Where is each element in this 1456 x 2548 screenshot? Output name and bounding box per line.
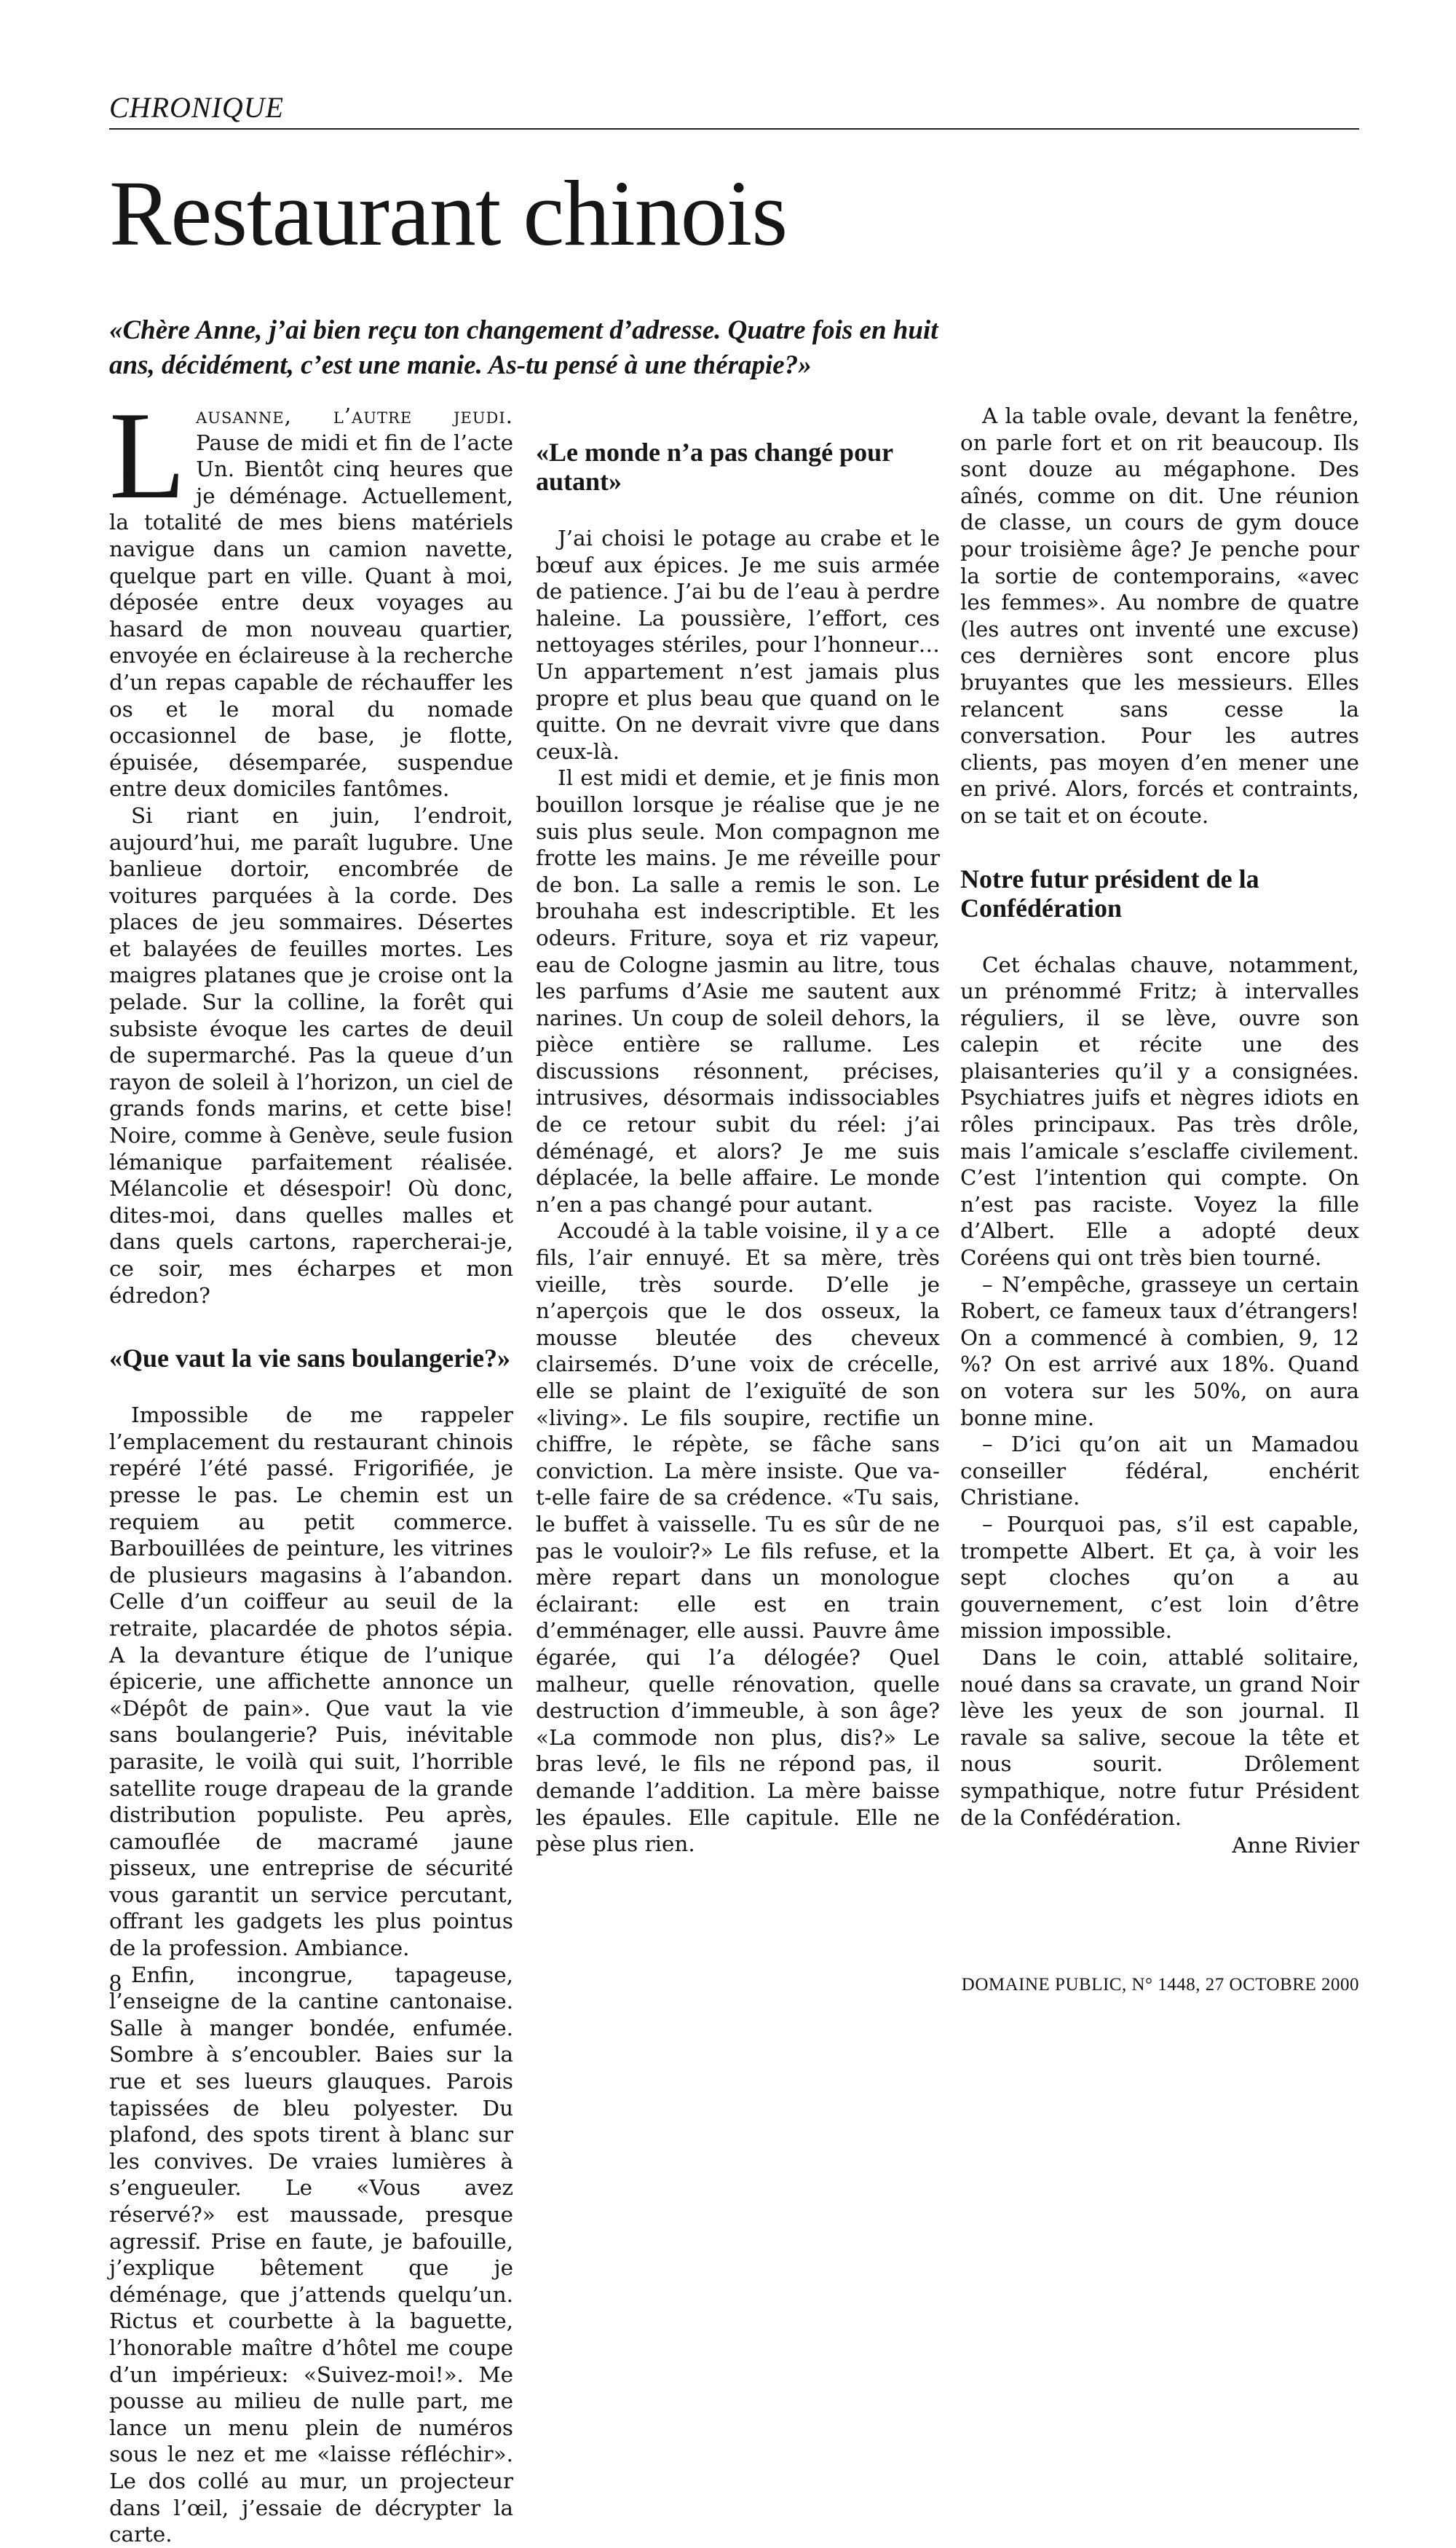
subheading-2: «Le monde n’a pas changé pour autant» <box>536 438 893 496</box>
author-signature: Anne Rivier <box>1232 1833 1359 1858</box>
article-standfirst <box>109 313 1165 383</box>
paragraph-4: Enfin, incongrue, tapageuse, l’enseigne de la cantine cantonaise. Salle à manger bondée, enfumée. Sombre à s’encoubler. Baies sur la rue et ses lueurs glauques. Parois tapissées de bleu polyester. Du plafond, des spots tirent à blanc sur les convives. De vraies lumières à s’engueuler. Le «Vous avez réservé?» est maussade, presque agressif. Prise en faute, je bafouille, j’explique bêtement que je déménage, que j’attends quelqu’un. Rictus et courbette à la baguette, l’honorable maître d’hôtel me coupe d’un impérieux: «Suivez-moi!». Me pousse au milieu de nulle part, me lance un menu plein de numéros sous le nez et me «laisse réfléchir». Le dos collé au mur, un projecteur dans l’œil, j’essaie de décrypter la carte. <box>109 1962 513 2547</box>
paragraph-1 <box>109 387 513 802</box>
article-column-2 <box>536 403 940 1858</box>
article-title: Restaurant chinois <box>109 162 788 265</box>
standfirst-line-1: «Chère Anne, j’ai bien reçu ton changement d’adresse. Quatre fois en huit <box>109 315 938 345</box>
subheading-3: Notre futur président de la Confédération <box>960 864 1259 923</box>
footer-publication: DOMAINE PUBLIC, N° 1448, 27 OCTOBRE 2000 <box>961 1975 1359 1995</box>
paragraph-8: A la table ovale, devant la fenêtre, on parle fort et on rit beaucoup. Ils sont douze au mégaphone. Des aînés, comme on dit. Une réunion de classe, un cours de gym douce pour troisième âge? Je penche pour la sortie de contemporains, «avec les femmes». Au nombre de quatre (les autres ont inventé une excuse) ces dernières sont encore plus bruyantes que les messieurs. Elles relancent sans cesse la conversation. Pour les autres clients, pas moyen d’en mener une en privé. Alors, forcés et contraints, on se tait et on écoute. <box>960 403 1359 828</box>
paragraph-11: – D’ici qu’on ait un Mamadou conseiller fédéral, enchérit Christiane. <box>960 1432 1359 1510</box>
paragraph-7: Accoudé à la table voisine, il y a ce fils, l’air ennuyé. Et sa mère, très vieille, très sourde. D’elle je n’aperçois que le dos osseux, la mousse bleutée des cheveux clairsemés. D’une voix de crécelle, elle se plaint de l’exiguïté de son «living». Le fils soupire, rectifie un chiffre, le répète, se fâche sans conviction. La mère insiste. Que va-t-elle faire de sa crédence. «Tu sais, le buffet à vaisselle. Tu es sûr de ne pas le vouloir?» Le fils refuse, et la mère repart dans un monologue éclairant: elle est en train d’emménager, elle aussi. Pauvre âme égarée, qui l’a délogée? Quel malheur, quelle rénovation, quelle destruction d’immeuble, à son âge? «La commode non plus, dis?» Le bras levé, le fils ne répond pas, il demande l’addition. La mère baisse les épaules. Elle capitule. Elle ne pèse plus rien. <box>536 1218 940 1857</box>
page-number: 8 <box>109 1970 122 1997</box>
standfirst-line-2: ans, décidément, c’est une manie. As-tu pensé à une thérapie?» <box>109 350 812 380</box>
section-rubric: CHRONIQUE <box>109 89 1359 130</box>
drop-cap: L <box>109 387 186 525</box>
paragraph-10: – N’empêche, grasseye un certain Robert, ce fameux taux d’étrangers! On a commencé à combien, 9, 12 %? On est arrivé aux 18%. Quand on votera sur les 50%, on aura bonne mine. <box>960 1271 1359 1430</box>
article-column-3 <box>960 403 1359 1859</box>
paragraph-6: Il est midi et demie, et je finis mon bouillon lorsque je réalise que je ne suis plus seule. Mon compagnon me frotte les mains. Je me réveille pour de bon. La salle a remis le son. Le brouhaha est indescriptible. Et les odeurs. Friture, soya et riz vapeur, eau de Cologne jasmin au litre, tous les parfums d’Asie me sautent aux narines. Un coup de soleil dehors, la pièce entière se rallume. Les discussions résonnent, précises, intrusives, désormais indissociables de ce retour subit du réel: j’ai déménagé, et alors? Je me suis déplacée, la belle affaire. Le monde n’en a pas changé pour autant. <box>536 765 940 1217</box>
article-column-1 <box>109 387 513 2548</box>
paragraph-2: Si riant en juin, l’endroit, aujourd’hui, me paraît lugubre. Une banlieue dortoir, encombrée de voitures parquées à la corde. Des places de jeu sommaires. Désertes et balayées de feuilles mortes. Les maigres platanes que je croise ont la pelade. Sur la colline, la forêt qui subsiste évoque les cartes de deuil de supermarché. Pas la queue d’un rayon de soleil à l’horizon, un ciel de grands fonds marins, et cette bise! Noire, comme à Genève, seule fusion lémanique parfaitement réalisée. Mélancolie et désespoir! Où donc, dites-moi, dans quelles malles et dans quels cartons, rapercherai-je, ce soir, mes écharpes et mon édredon? <box>109 802 513 1308</box>
subheading-1: «Que vaut la vie sans boulangerie?» <box>109 1344 511 1373</box>
paragraph-5: J’ai choisi le potage au crabe et le bœuf aux épices. Je me suis armée de patience. J’ai bu de l’eau à perdre haleine. La poussière, l’effort, ces nettoyages stériles, pour l’honneur… Un appartement n’est jamais plus propre et plus beau que quand on le quitte. On ne devrait vivre que dans ceux-là. <box>536 526 940 764</box>
dateline: ausanne, l’autre jeudi. <box>196 403 513 428</box>
paragraph-9: Cet échalas chauve, notamment, un prénommé Fritz; à intervalles réguliers, il se lève, ouvre son calepin et récite une des plaisanteries qu’il y a consignées. Psychiatres juifs et nègres idiots en rôles principaux. Pas très drôle, mais l’amicale s’esclaffe civilement. C’est l’intention qui compte. On n’est pas raciste. Voyez la fille d’Albert. Elle a adopté deux Coréens qui ont très bien tourné. <box>960 952 1359 1271</box>
paragraph-13: Dans le coin, attablé solitaire, noué dans sa cravate, un grand Noir lève les yeux de son journal. Il ravale sa salive, secoue la tête et nous sourit. Drôlement sympathique, notre futur Président de la Confédération. <box>960 1644 1359 1830</box>
paragraph-3: Impossible de me rappeler l’emplacement du restaurant chinois repéré l’été passé. Frigorifiée, je presse le pas. Le chemin est un requiem au petit commerce. Barbouillées de peinture, les vitrines de plusieurs magasins à l’abandon. Celle d’un coiffeur au seuil de la retraite, placardée de photos sépia. A la devanture étique de l’unique épicerie, une affichette annonce un «Dépôt de pain». Que vaut la vie sans boulangerie? Puis, inévitable parasite, le voilà qui suit, l’horrible satellite rouge drapeau de la grande distribution populiste. Peu après, camouflée de macramé jaune pisseux, une entreprise de sécurité vous garantit un service percutant, offrant les gadgets les plus pointus de la profession. Ambiance. <box>109 1403 513 1961</box>
paragraph-1-text: Pause de midi et fin de l’acte Un. Bientôt cinq heures que je déménage. Actuellement, la totalité de mes biens matériels navigue dans un camion navette, quelque part en ville. Quant à moi, déposée entre deux voyages au hasard de mon nouveau quartier, envoyée en éclaireuse à la recherche d’un repas capable de réchauffer les os et le moral du nomade occasionnel de base, je flotte, épuisée, désemparée, suspendue entre deux domiciles fantômes. <box>109 430 513 802</box>
paragraph-12: – Pourquoi pas, s’il est capable, trompette Albert. Et ça, à voir les sept cloches qu’on a au gouvernement, c’est loin d’être mission impossible. <box>960 1511 1359 1644</box>
